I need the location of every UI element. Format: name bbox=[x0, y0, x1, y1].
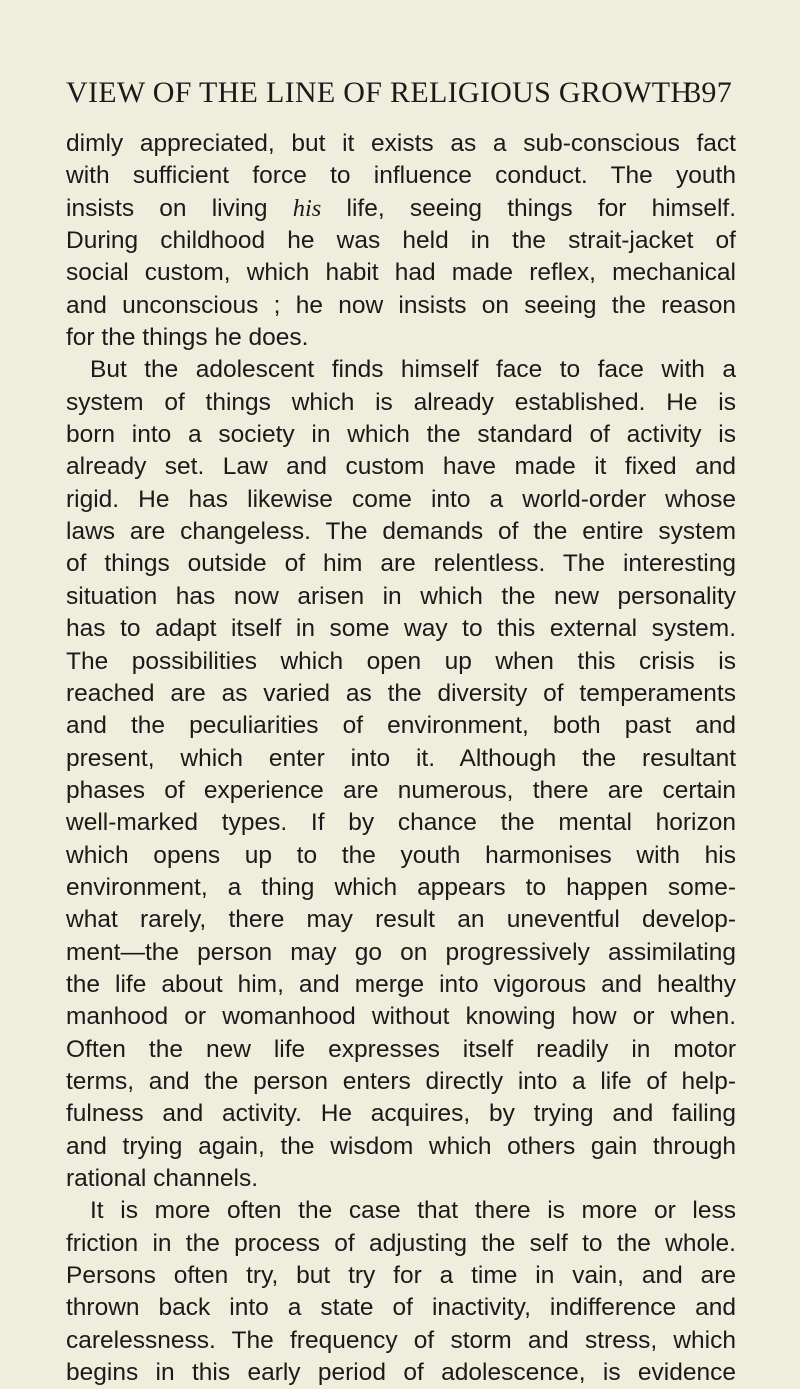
text-line: ment—the person may go on progressively assimilating bbox=[66, 938, 736, 966]
paragraph-start: But the adolescent finds himself face to face with a bbox=[90, 356, 736, 384]
text-line: Often the new life expresses itself readily in motor bbox=[66, 1035, 736, 1063]
emphasis: his bbox=[292, 194, 322, 222]
text-line: fulness and activity. He acquires, by trying and failing bbox=[66, 1100, 736, 1128]
text-line: laws are changeless. The demands of the entire system bbox=[66, 518, 736, 546]
text-line: rational channels. bbox=[66, 1165, 259, 1192]
text-line: social custom, which habit had made reflex, mechanical bbox=[66, 259, 736, 287]
text-line: with sufficient force to influence conduct. The youth bbox=[66, 162, 736, 190]
text-line: carelessness. The frequency of storm and stress, which bbox=[66, 1326, 736, 1354]
text-line: friction in the process of adjusting the self to the whole. bbox=[66, 1229, 736, 1257]
text-line: what rarely, there may result an uneventful develop- bbox=[66, 906, 736, 934]
text-line: rigid. He has likewise come into a world-order whose bbox=[66, 485, 736, 513]
text-line: and unconscious ; he now insists on seeing the reason bbox=[66, 291, 736, 319]
text-line: already set. Law and custom have made it fixed and bbox=[66, 453, 736, 481]
text-line: environment, a thing which appears to happen some- bbox=[66, 873, 736, 901]
page-number: 397 bbox=[686, 76, 732, 109]
text-line: phases of experience are numerous, there are certain bbox=[66, 776, 736, 804]
running-header bbox=[66, 76, 732, 116]
body-text bbox=[66, 128, 736, 1389]
text-line: born into a society in which the standard of activity is bbox=[66, 421, 736, 449]
text-line: of things outside of him are relentless. The interesting bbox=[66, 550, 736, 578]
text-line: and trying again, the wisdom which others gain through bbox=[66, 1132, 736, 1160]
text-line: the life about him, and merge into vigorous and healthy bbox=[66, 970, 736, 998]
text-line: begins in this early period of adolescence, is evidence bbox=[66, 1359, 736, 1387]
text-line: During childhood he was held in the strait-jacket of bbox=[66, 227, 736, 255]
text-line: has to adapt itself in some way to this external system. bbox=[66, 615, 736, 643]
text-line: manhood or womanhood without knowing how or when. bbox=[66, 1003, 736, 1031]
text-line: Persons often try, but try for a time in vain, and are bbox=[66, 1262, 736, 1290]
text-line: dimly appreciated, but it exists as a sub-conscious fact bbox=[66, 130, 736, 157]
paragraph-start: It is more often the case that there is more or less bbox=[90, 1197, 736, 1225]
text-line: and the peculiarities of environment, both past and bbox=[66, 712, 736, 740]
text-line: reached are as varied as the diversity of temperaments bbox=[66, 679, 736, 707]
text-line: well-marked types. If by chance the mental horizon bbox=[66, 809, 736, 837]
text-line: system of things which is already established. He is bbox=[66, 388, 736, 416]
running-head-title: VIEW OF THE LINE OF RELIGIOUS GROWTH bbox=[66, 76, 693, 109]
text-line: for the things he does. bbox=[66, 324, 309, 352]
text-line: thrown back into a state of inactivity, indifference and bbox=[66, 1294, 736, 1322]
text-line: The possibilities which open up when this crisis is bbox=[66, 647, 736, 675]
text-line: situation has now arisen in which the new personality bbox=[66, 582, 736, 610]
text-line: present, which enter into it. Although the resultant bbox=[66, 744, 736, 772]
text-line: terms, and the person enters directly into a life of help- bbox=[66, 1067, 736, 1095]
text-line: insists on living his life, seeing things for himself. bbox=[66, 194, 737, 222]
text-line: which opens up to the youth harmonises with his bbox=[66, 841, 736, 869]
